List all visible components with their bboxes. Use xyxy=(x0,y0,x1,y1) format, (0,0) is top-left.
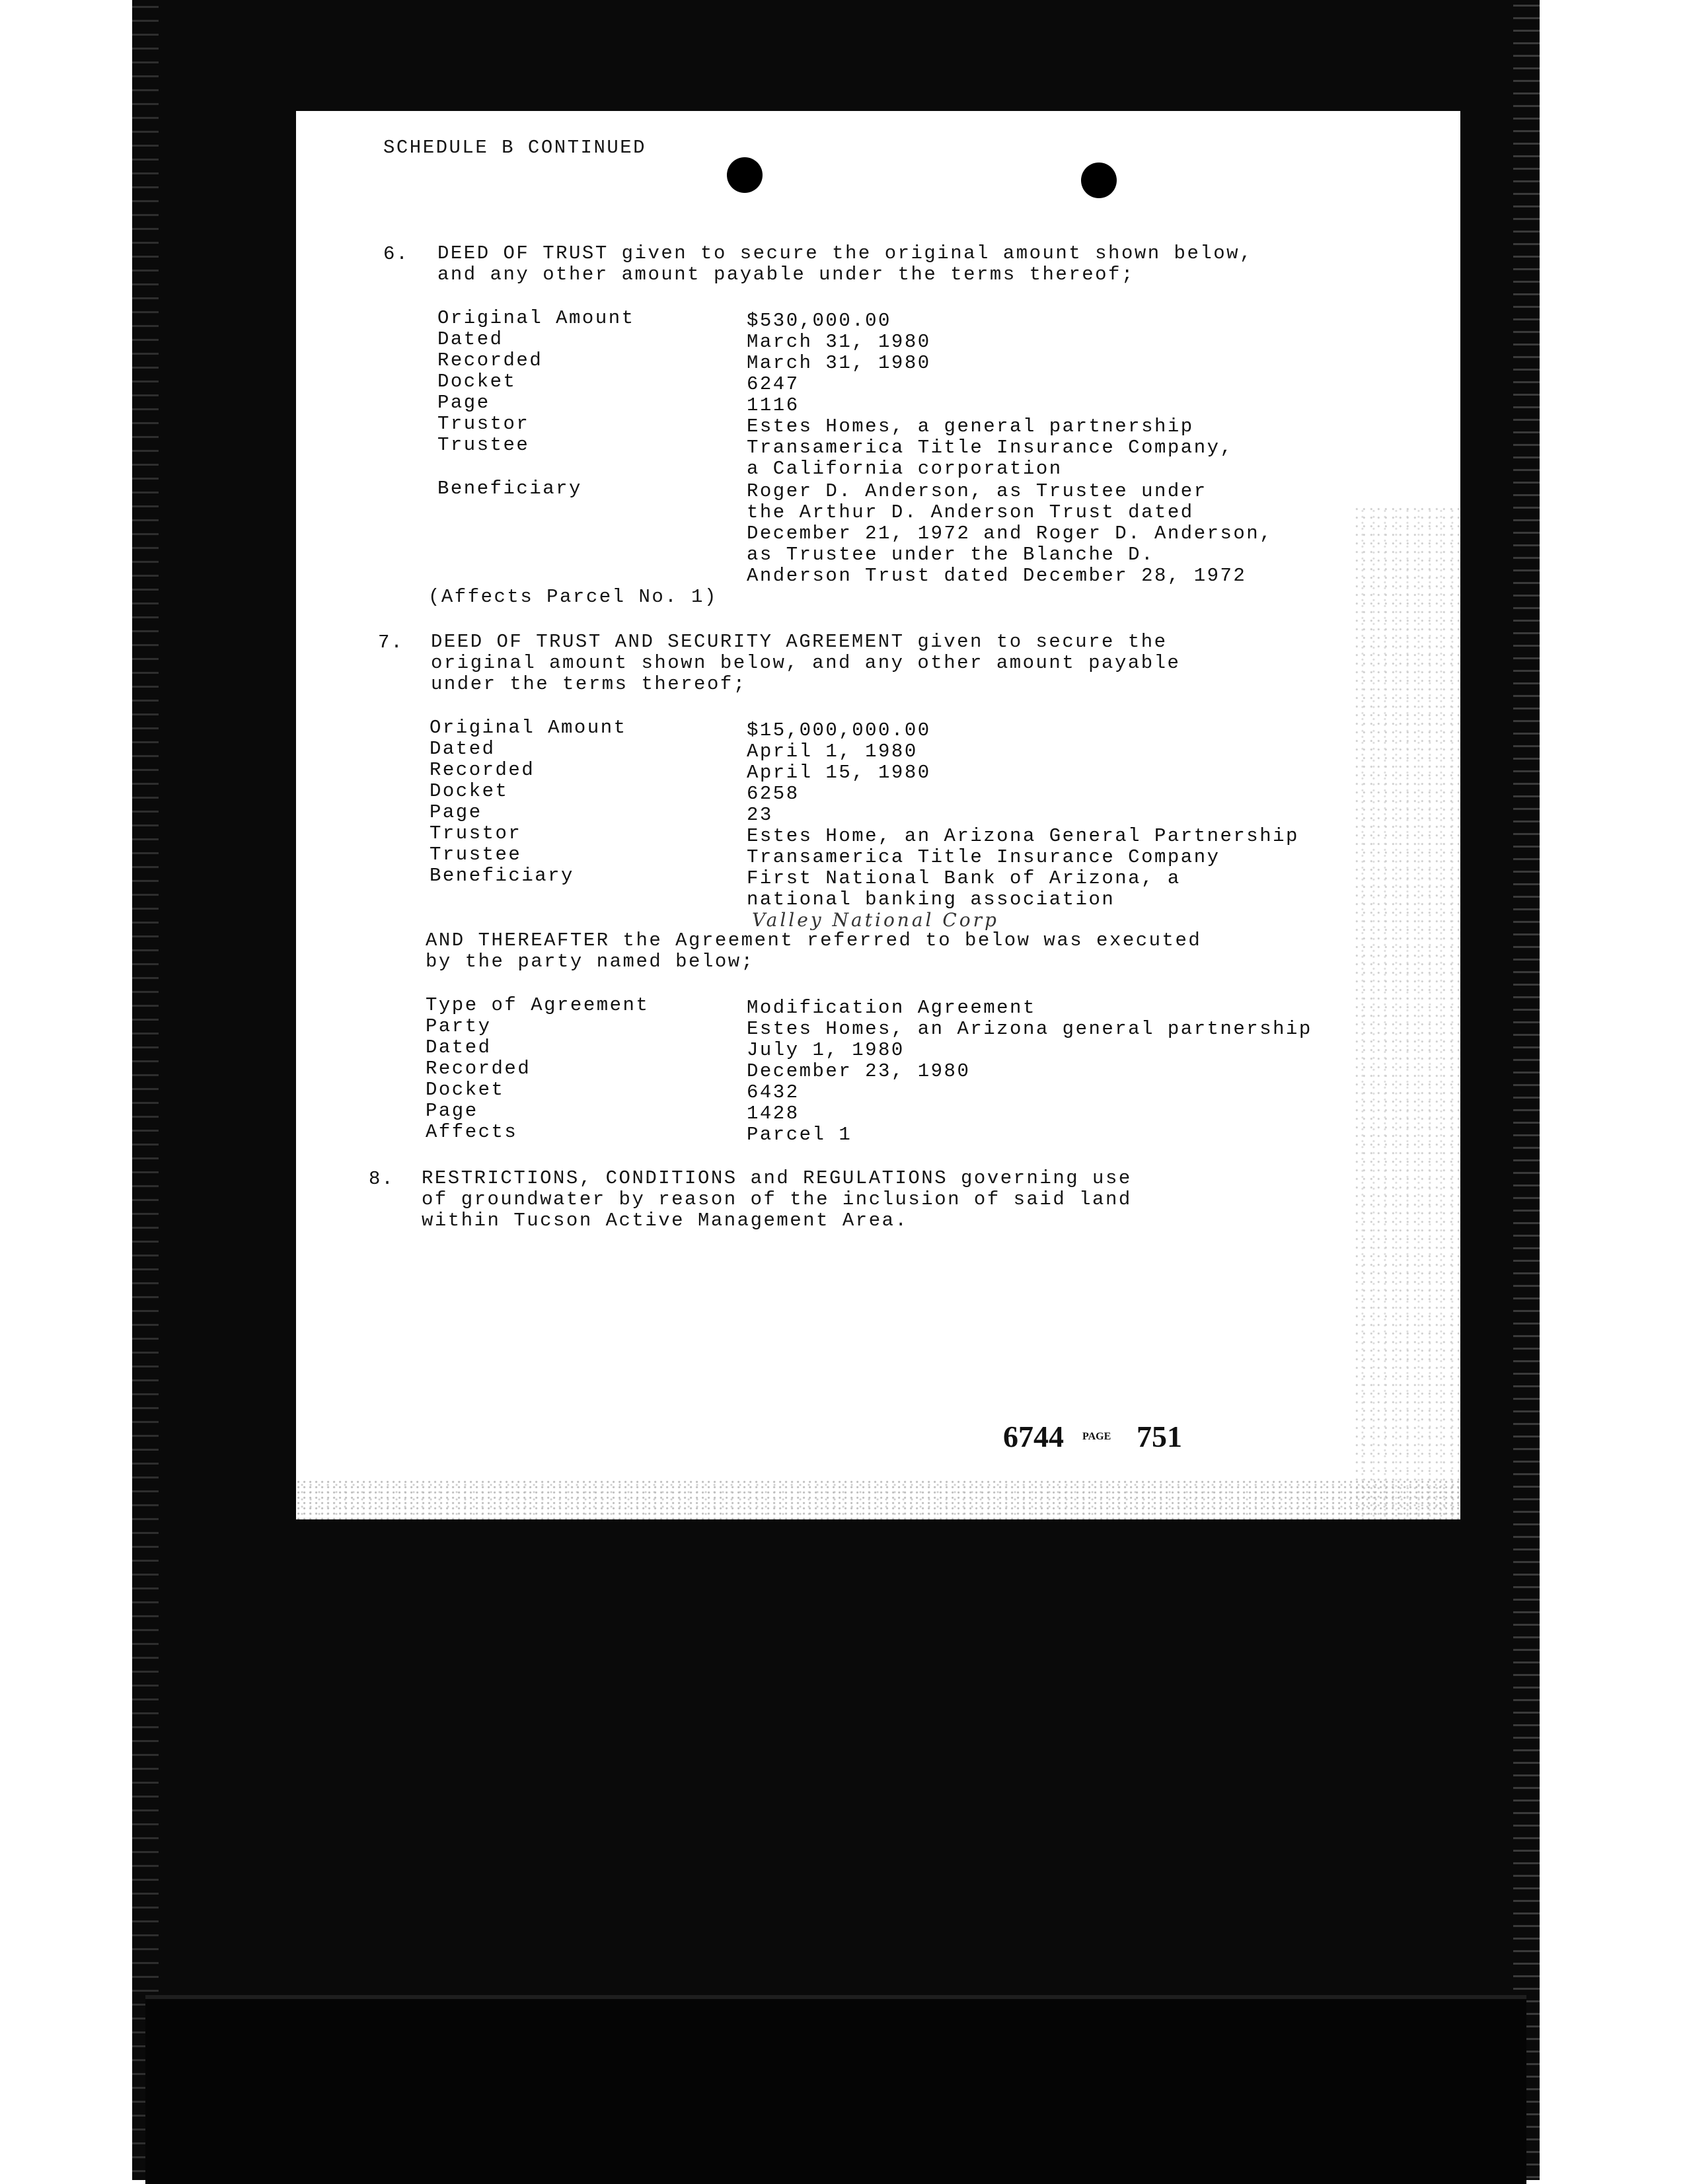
field-value: $15,000,000.00 xyxy=(747,719,931,741)
scan-bottom-band xyxy=(145,1995,1526,2184)
field-label: Docket xyxy=(437,371,517,392)
scan-noise-right xyxy=(1355,507,1460,1519)
stamp-page-label: PAGE xyxy=(1082,1431,1111,1442)
field-label: Recorded xyxy=(437,349,543,371)
item-number: 6. xyxy=(383,243,409,265)
document-page xyxy=(296,111,1460,1519)
field-value: Estes Homes, a general partnership xyxy=(747,416,1194,437)
scan-edge-left xyxy=(132,0,159,2180)
item-intro-line: of groundwater by reason of the inclusion of said land xyxy=(422,1188,1132,1210)
field-label: Beneficiary xyxy=(437,478,582,499)
item-intro-line: within Tucson Active Management Area. xyxy=(422,1210,909,1231)
item-intro-line: under the terms thereof; xyxy=(431,673,747,695)
field-value: March 31, 1980 xyxy=(747,331,931,353)
field-value: Roger D. Anderson, as Trustee under xyxy=(747,480,1207,502)
field-value: July 1, 1980 xyxy=(747,1039,905,1061)
thereafter-line: AND THEREAFTER the Agreement referred to below was executed xyxy=(426,929,1202,951)
item-intro-line: RESTRICTIONS, CONDITIONS and REGULATIONS governing use xyxy=(422,1167,1132,1189)
field-value: 1116 xyxy=(747,394,800,416)
item-intro-line: DEED OF TRUST given to secure the original amount shown below, xyxy=(437,242,1253,264)
field-label: Type of Agreement xyxy=(426,994,650,1016)
field-label: Trustor xyxy=(437,413,530,435)
page-header: SCHEDULE B CONTINUED xyxy=(383,137,647,159)
field-label: Original Amount xyxy=(437,307,635,329)
field-label: Trustee xyxy=(430,844,522,865)
field-label: Affects xyxy=(426,1121,518,1143)
page-stamp: 751 xyxy=(1137,1420,1182,1453)
docket-stamp: 6744 xyxy=(1003,1420,1064,1453)
field-value: Estes Homes, an Arizona general partnership xyxy=(747,1018,1312,1040)
field-label: Dated xyxy=(437,328,504,350)
item-number: 7. xyxy=(378,632,404,653)
handwritten-annotation: Valley National Corp xyxy=(752,909,999,931)
item-intro-line: original amount shown below, and any other amount payable xyxy=(431,652,1181,674)
field-label: Recorded xyxy=(426,1058,531,1079)
field-value: 6432 xyxy=(747,1081,800,1103)
field-value: $530,000.00 xyxy=(747,310,891,332)
field-label: Page xyxy=(430,801,482,823)
field-value: the Arthur D. Anderson Trust dated xyxy=(747,501,1194,523)
field-label: Original Amount xyxy=(430,717,627,739)
field-value: April 15, 1980 xyxy=(747,762,931,783)
field-label: Trustee xyxy=(437,434,530,456)
field-value: Parcel 1 xyxy=(747,1124,852,1146)
field-value: April 1, 1980 xyxy=(747,741,918,762)
punch-hole xyxy=(1081,163,1117,198)
field-value: 1428 xyxy=(747,1103,800,1124)
field-value: March 31, 1980 xyxy=(747,352,931,374)
field-label: Page xyxy=(437,392,490,414)
item-number: 8. xyxy=(369,1168,394,1190)
field-label: Recorded xyxy=(430,759,535,781)
punch-hole xyxy=(727,157,763,193)
field-value: as Trustee under the Blanche D. xyxy=(747,544,1154,565)
item-intro-line: and any other amount payable under the terms thereof; xyxy=(437,264,1135,285)
field-label: Beneficiary xyxy=(430,865,574,887)
field-value: Transamerica Title Insurance Company, xyxy=(747,437,1234,458)
field-label: Docket xyxy=(430,780,509,802)
field-value: national banking association xyxy=(747,889,1115,910)
field-value: First National Bank of Arizona, a xyxy=(747,867,1181,889)
scan-edge-right xyxy=(1513,0,1540,2180)
thereafter-line: by the party named below; xyxy=(426,951,755,972)
field-value: a California corporation xyxy=(747,458,1063,480)
affects-note: (Affects Parcel No. 1) xyxy=(428,586,718,608)
field-label: Dated xyxy=(430,738,496,760)
field-value: December 21, 1972 and Roger D. Anderson, xyxy=(747,523,1273,544)
field-value: 23 xyxy=(747,804,773,826)
field-value: Transamerica Title Insurance Company xyxy=(747,846,1220,868)
scan-noise-bottom xyxy=(296,1480,1460,1519)
field-value: 6258 xyxy=(747,783,800,805)
field-value: Modification Agreement xyxy=(747,997,1036,1019)
field-value: Anderson Trust dated December 28, 1972 xyxy=(747,565,1247,587)
field-value: December 23, 1980 xyxy=(747,1060,971,1082)
item-intro-line: DEED OF TRUST AND SECURITY AGREEMENT given to secure the xyxy=(431,631,1168,653)
field-label: Docket xyxy=(426,1079,505,1101)
field-label: Dated xyxy=(426,1037,492,1058)
field-value: Estes Home, an Arizona General Partnership xyxy=(747,825,1299,847)
field-label: Page xyxy=(426,1100,478,1122)
field-label: Trustor xyxy=(430,822,522,844)
field-value: 6247 xyxy=(747,373,800,395)
field-label: Party xyxy=(426,1015,492,1037)
